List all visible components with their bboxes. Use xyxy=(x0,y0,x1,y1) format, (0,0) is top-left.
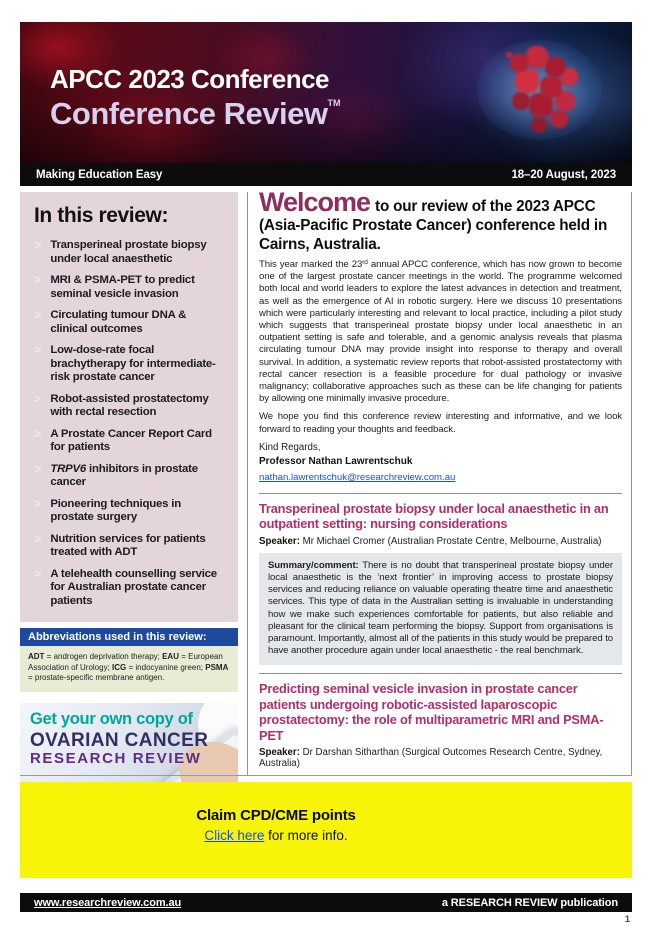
chevron-right-icon: > xyxy=(34,531,42,546)
signoff-text: Kind Regards, xyxy=(259,441,321,453)
welcome-heading: Welcome to our review of the 2023 APCC (Asia-Pacific Prostate Cancer) conference held in Cairns, Australia. xyxy=(259,193,622,254)
content-area xyxy=(20,192,632,775)
review-item-label: Robot-assisted prostatectomy with rectal resection xyxy=(50,392,209,418)
tagline-text: Making Education Easy xyxy=(36,168,163,181)
abbreviations-header: Abbreviations used in this review: xyxy=(20,628,238,646)
section-divider xyxy=(259,493,622,494)
article-2-speaker: Speaker: Dr Darshan Sitharthan (Surgical Outcomes Research Centre, Sydney, Australia) xyxy=(259,747,603,770)
review-item-label: MRI & PSMA-PET to predict seminal vesicle invasion xyxy=(50,274,195,300)
review-list-item xyxy=(34,344,226,385)
footer-bar xyxy=(20,893,632,912)
chevron-right-icon: > xyxy=(34,426,42,441)
review-list-item xyxy=(34,498,226,525)
bottom-divider xyxy=(20,775,632,776)
trademark-symbol: TM xyxy=(327,98,341,108)
review-item-label: Transperineal prostate biopsy under local anaesthetic xyxy=(50,239,207,265)
welcome-paragraph-1: This year marked the 23rd annual APCC conference, which has now grown to become one of the largest prostate cancer meetings in the world. The programme welcomed both local and world leaders to explore the latest advances in detection and treatment, as well as the emergence of AI in robotic surgery. Here we discuss 10 presentations which were particularly interesting and relevant to local practice, including a pilot study which suggests that transperineal prostate biopsy under local anaesthetic in an outpatient setting is safe and tolerable, and a genomic analysis reveals that plasma circulating tumour DNA may provide insight into response to therapy and overall survival. In addition, a systematic review reports that robot-assisted prostatectomy with rectal cancer resection is a feasible procedure for dual pathology or invasive malignancy; collaborative approaches such as these can be life changing for patients by allowing one minimally invasive procedure. xyxy=(259,259,623,405)
sidebar xyxy=(20,192,238,775)
in-this-review-title: In this review: xyxy=(34,204,169,227)
ad-title-ovarian-cancer: OVARIAN CANCER xyxy=(30,729,209,751)
chevron-right-icon: > xyxy=(34,496,42,511)
review-list-item xyxy=(34,274,226,301)
cpd-click-here-link[interactable]: Click here xyxy=(204,828,265,843)
chevron-right-icon: > xyxy=(34,391,42,406)
article-1-title: Transperineal prostate biopsy under local anaesthetic in an outpatient setting: nursing considerations xyxy=(259,500,609,532)
conference-title: APCC 2023 Conference xyxy=(50,64,329,94)
review-list-item xyxy=(34,428,226,455)
cpd-title: Claim CPD/CME points xyxy=(196,807,356,824)
review-list-item xyxy=(34,463,226,490)
article-2-title: Predicting seminal vesicle invasion in prostate cancer patients undergoing robotic-assisted laparoscopic prostatectomy: the role of multiparametric MRI and PSMA-PET xyxy=(259,681,604,743)
chevron-right-icon: > xyxy=(34,308,42,322)
review-item-label: Nutrition services for patients treated with ADT xyxy=(50,532,206,558)
review-item-label: TRPV6 inhibitors in prostate cancer xyxy=(50,462,198,488)
author-name: Professor Nathan Lawrentschuk xyxy=(259,455,413,467)
author-email-link[interactable]: nathan.lawrentschuk@researchreview.com.au xyxy=(259,471,456,483)
review-list-item xyxy=(34,309,226,336)
publication-title: Conference Review™ xyxy=(50,96,341,131)
in-this-review-box xyxy=(20,192,238,622)
tagline-bar xyxy=(20,163,632,186)
review-list-item xyxy=(34,239,226,266)
welcome-word: Welcome xyxy=(259,192,371,217)
chevron-right-icon: > xyxy=(34,273,42,287)
chevron-right-icon: > xyxy=(34,461,42,476)
section-divider xyxy=(259,673,622,674)
chevron-right-icon: > xyxy=(34,238,42,252)
chevron-right-icon: > xyxy=(34,343,42,357)
publication-credit: a RESEARCH REVIEW publication xyxy=(441,896,618,909)
article-1-speaker: Speaker: Mr Michael Cromer (Australian Prostate Centre, Melbourne, Australia) xyxy=(259,535,602,547)
cpd-info-line: Click here for more info. xyxy=(204,828,348,843)
review-list xyxy=(34,239,226,608)
cpd-banner xyxy=(20,782,632,878)
conference-dates: 18–20 August, 2023 xyxy=(511,168,616,181)
review-list-item xyxy=(34,568,226,609)
header-banner xyxy=(20,22,632,163)
article-1-summary-box: Summary/comment: There is no doubt that transperineal prostate biopsy under local anaesthetic is the ‘next frontier’ in improving access to prostate biopsy services and reducing reliance on valuable operating theatre time and anaesthetic services. This type of data in the Australian setting is invaluable in understanding how we make such experiences comfortable for patients, but also reliable and pleasant for the clinical team performing the biopsy. Support from organisations is paramount. Importantly, almost all of the patients in this study would be prepared to have another procedure again under local anaesthetic - the real benchmark. xyxy=(259,553,622,666)
welcome-paragraph-2: We hope you find this conference review interesting and informative, and we look forward to reading your thoughts and feedback. xyxy=(259,411,622,435)
prostate-illustration xyxy=(477,40,602,140)
review-list-item xyxy=(34,533,226,560)
ad-title-research-review: RESEARCH REVIEW xyxy=(30,749,202,767)
review-item-label: A Prostate Cancer Report Card for patients xyxy=(50,427,212,453)
review-list-item xyxy=(34,393,226,420)
review-item-label: Pioneering techniques in prostate surgery xyxy=(50,497,181,523)
chevron-right-icon: > xyxy=(34,566,42,581)
tumor-cells-illustration xyxy=(506,52,512,58)
page-number: 1 xyxy=(624,914,630,925)
website-link[interactable]: www.researchreview.com.au xyxy=(34,896,182,909)
review-item-label: A telehealth counselling service for Australian prostate cancer patients xyxy=(50,567,217,607)
abbreviations-text: ADT = androgen deprivation therapy; EAU = European Association of Urology; ICG = indocyanine green; PSMA = prostate-specific membrane antigen. xyxy=(20,646,238,692)
ad-intro-text: Get your own copy of xyxy=(30,709,193,728)
review-item-label: Circulating tumour DNA & clinical outcomes xyxy=(50,309,187,335)
review-item-label: Low-dose-rate focal brachytherapy for intermediate-risk prostate cancer xyxy=(50,344,216,383)
main-column xyxy=(247,192,632,775)
